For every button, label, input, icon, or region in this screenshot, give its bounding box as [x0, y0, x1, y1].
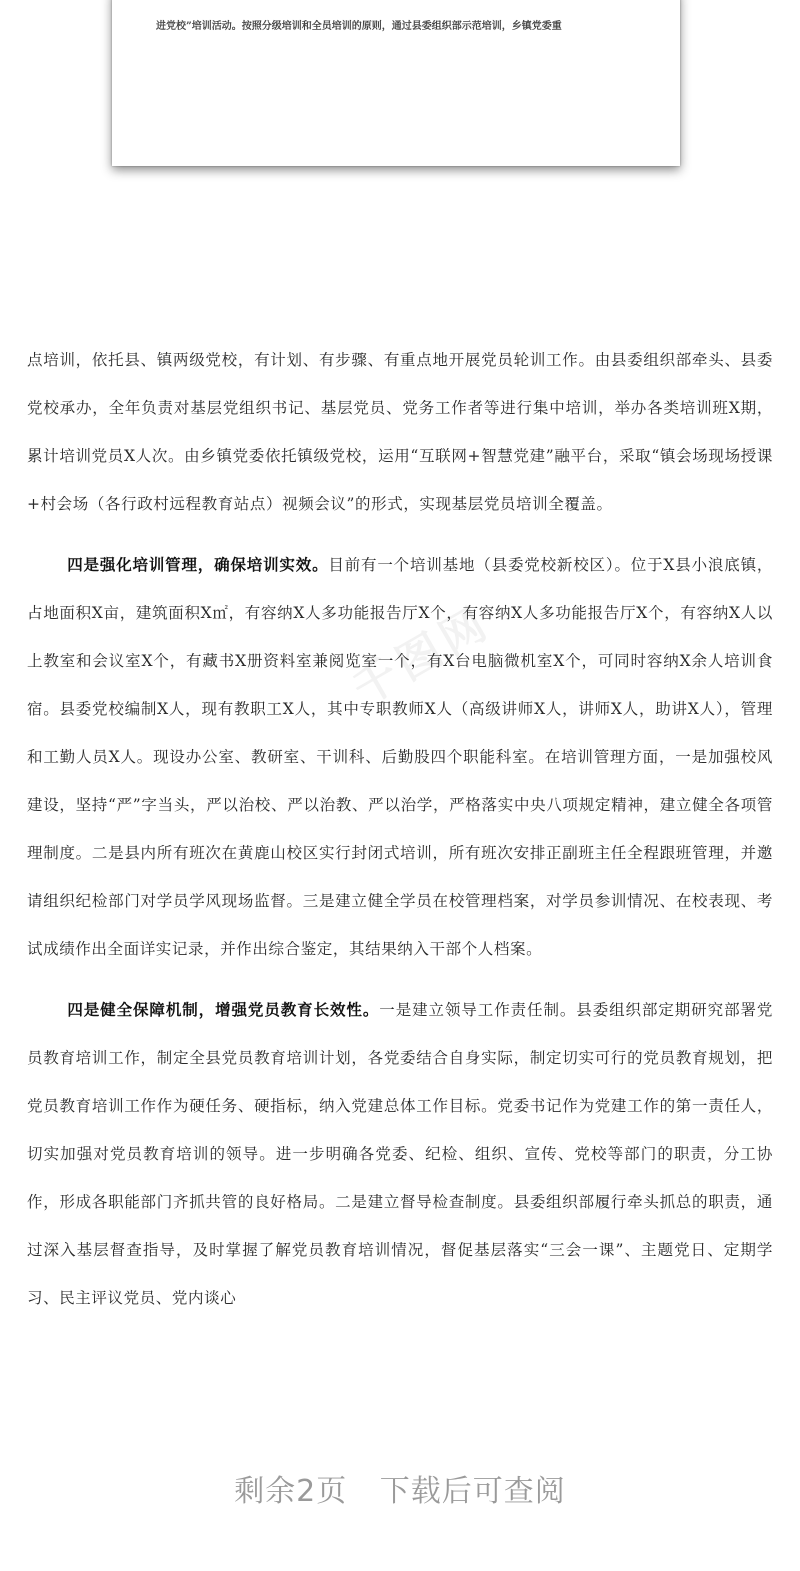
watermark: 千图网 [344, 596, 500, 716]
paragraph-body: 一是建立领导工作责任制。县委组织部定期研究部署党员教育培训工作，制定全县党员教育培训计划，各党委结合自身实际，制定切实可行的党员教育规划，把党员教育培训工作作为硬任务、硬指标，纳入党建总体工作目标。党委书记作为党建工作的第一责任人，切实加强对党员教育培训的领导。进一步明确各党委、纪检、组织、宣传、党校等部门的职责，分工协作，形成各职能部门齐抓共管的良好格局。二是建立督导检查制度。县委组织部履行牵头抓总的职责，通过深入基层督查指导，及时掌握了解党员教育培训情况，督促基层落实“三会一课”、主题党日、定期学习、民主评议党员、党内谈心 [27, 1001, 774, 1307]
paragraph-body: 目前有一个培训基地（县委党校新校区）。位于X县小浪底镇，占地面积X亩，建筑面积X㎡，有容纳X人多功能报告厅X个，有容纳X人多功能报告厅X个，有容纳X人以上教室和会议室X个，有藏书X册资料室兼阅览室一个，有X台电脑微机室X个，可同时容纳X余人培训食宿。县委党校编制X人，现有教职工X人，其中专职教师X人（高级讲师X人，讲师X人，助讲X人），管理和工勤人员X人。现设办公室、教研室、干训科、后勤股四个职能科室。在培训管理方面，一是加强校风建设，坚持“严”字当头，严以治校、严以治教、严以治学，严格落实中央八项规定精神，建立健全各项管理制度。二是县内所有班次在黄鹿山校区实行封闭式培训，所有班次安排正副班主任全程跟班管理，并邀请组织纪检部门对学员学风现场监督。三是建立健全学员在校管理档案，对学员参训情况、在校表现、考试成绩作出全面详实记录，并作出综合鉴定，其结果纳入干部个人档案。 [27, 556, 773, 958]
document-body [27, 336, 773, 1322]
paragraph-guarantee-mechanism [27, 986, 773, 1322]
paragraph-continued: 点培训，依托县、镇两级党校，有计划、有步骤、有重点地开展党员轮训工作。由县委组织部牵头、县委党校承办，全年负责对基层党组织书记、基层党员、党务工作者等进行集中培训，举办各类培训班X期，累计培训党员X人次。由乡镇党委依托镇级党校，运用“互联网+智慧党建”融平台，采取“镇会场现场授课+村会场（各行政村远程教育站点）视频会议”的形式，实现基层党员培训全覆盖。 [27, 351, 773, 513]
preview-line: 进党校”培训活动。按照分级培训和全员培训的原则，通过县委组织部示范培训，乡镇党委重 [156, 21, 562, 32]
remaining-pages-button[interactable]: 剩余2页 下载后可查阅 [234, 1474, 566, 1509]
paragraph-lead: 四是健全保障机制，增强党员教育长效性。 [67, 1000, 380, 1019]
paragraph-training-management [27, 541, 773, 973]
preview-cut-line [156, 0, 676, 2]
paragraph-lead: 四是强化培训管理，确保培训实效。 [67, 555, 329, 574]
preview-card [112, 0, 680, 166]
